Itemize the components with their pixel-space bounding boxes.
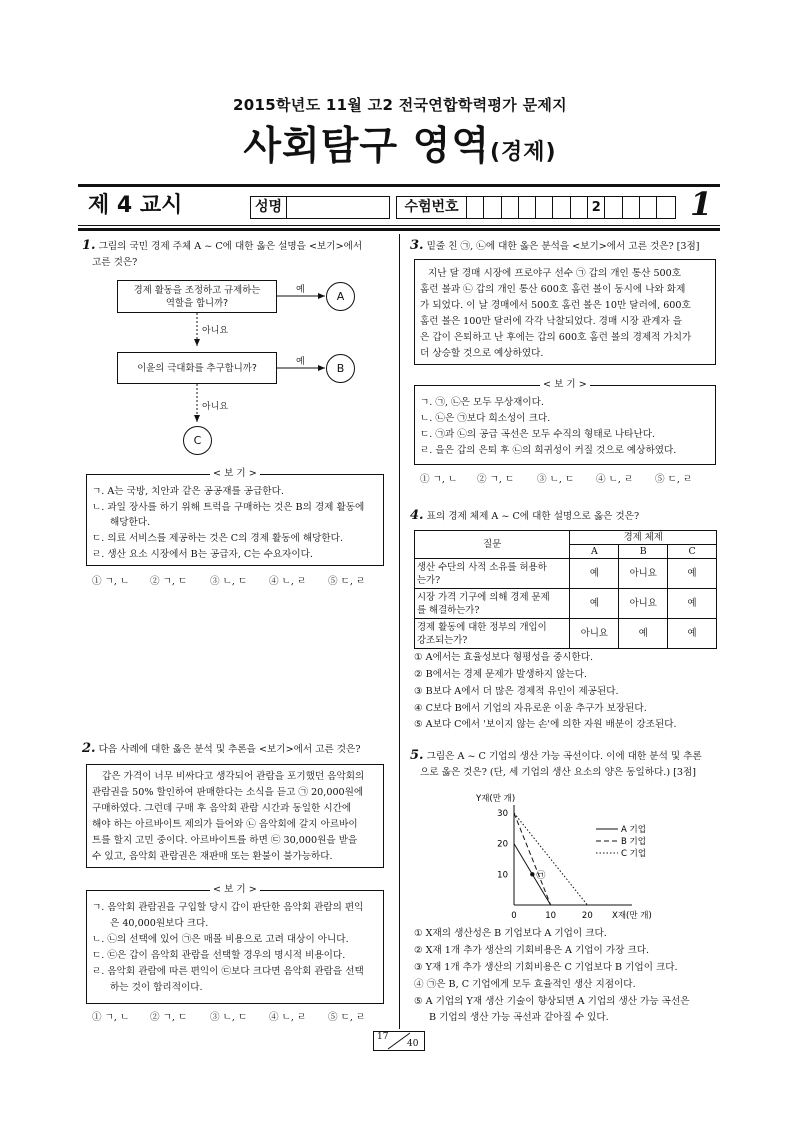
q3-passage-line: 홈런 볼과 ㉡ 갑의 개인 통산 600호 홈런 볼이 동시에 나와 화제 (420, 284, 686, 295)
ppc-chart (460, 782, 700, 924)
q3-passage-line: 더 상승할 것으로 예상하였다. (420, 348, 544, 359)
q1-bogi-item: ㄷ. 의료 서비스를 제공하는 것은 C의 경제 활동에 해당한다. (92, 533, 343, 544)
q5-option-cont: B 기업의 생산 가능 곡선과 같아질 수 있다. (429, 1012, 609, 1023)
flow-yes-label: 예 (296, 285, 305, 295)
q2-bogi-item: ㄴ. ㉡의 선택에 있어 ㉠은 매몰 비용으로 고려 대상이 아니다. (92, 934, 349, 945)
q4-cell: 예 (668, 619, 717, 649)
q3-passage-line: 지난 달 경매 시장에 프로야구 선수 ㉠ 갑의 개인 통산 500호 (428, 268, 682, 279)
q2-bogi-item: 하는 것이 합리적이다. (110, 982, 203, 993)
node-c: C (183, 426, 212, 455)
q4-row-question-line: 를 해결하는가? (417, 604, 480, 616)
q4-cell: 예 (668, 559, 717, 589)
page-total: 40 (407, 1039, 419, 1049)
q4-option[interactable]: ① A에서는 효율성보다 형평성을 중시한다. (414, 652, 594, 663)
q2-bogi-item: ㄱ. 음악회 관람권을 구입할 당시 갑이 판단한 음악회 관람의 편익 (92, 902, 364, 913)
flow-yes-label: 예 (296, 357, 305, 367)
q3-number: 3. (410, 238, 424, 253)
q4-cell: 예 (668, 589, 717, 619)
flow-no-label: 아니요 (202, 402, 229, 412)
q2-option[interactable]: ④ ㄴ, ㄹ (269, 1012, 307, 1023)
q4-row-question-line: 시장 가격 기구에 의해 경제 문제 (417, 591, 550, 603)
q4-cell: 아니요 (619, 559, 668, 589)
q4-row-question (415, 589, 570, 619)
q2-passage-line: 갑은 가격이 너무 비싸다고 생각되어 관람을 포기했던 음악회의 (102, 771, 365, 782)
q1-option[interactable]: ② ㄱ, ㄷ (150, 576, 188, 587)
q3-option[interactable]: ② ㄱ, ㄷ (477, 474, 515, 485)
q2-passage-line: 구매하였다. 그런데 구매 후 음악회 관람 시간과 동일한 시간에 (92, 803, 352, 814)
q2-prompt-line: 다음 사례에 대한 옳은 분석 및 추론을 <보기>에서 고른 것은? (98, 744, 361, 755)
q4-option[interactable]: ④ C보다 B에서 기업의 자유로운 이윤 추구가 보장된다. (414, 703, 647, 714)
q3-bogi-item: ㄷ. ㉠과 ㉡의 공급 곡선은 모두 수직의 형태로 나타난다. (420, 429, 656, 440)
q4-head-group: 경제 체제 (570, 531, 717, 545)
q4-number: 4. (410, 508, 424, 523)
point-label: ㉠ (536, 870, 546, 881)
q4-option[interactable]: ⑤ A보다 C에서 '보이지 않는 손'에 의한 자원 배분이 강조된다. (414, 719, 677, 730)
q4-row-question (415, 619, 570, 649)
q5-option[interactable]: ② X재 1개 추가 생산의 기회비용은 A 기업이 가장 크다. (414, 945, 650, 956)
q1-prompt-line: 고른 것은? (92, 257, 138, 268)
page-number: 1 (690, 185, 713, 223)
legend-label: B 기업 (621, 837, 646, 847)
q5-number: 5. (410, 748, 424, 763)
q3-bogi-item: ㄴ. ㉡은 ㉠보다 희소성이 크다. (420, 413, 551, 424)
ppc-line-c (514, 813, 587, 905)
q4-cell: 아니요 (619, 589, 668, 619)
q5-prompt-line: 그림은 A ~ C 기업의 생산 가능 곡선이다. 이에 대한 분석 및 추론 (426, 751, 702, 762)
q2-prompt (82, 741, 360, 757)
q4-cell: 예 (570, 589, 619, 619)
q5-option[interactable]: ③ Y재 1개 추가 생산의 기회비용은 C 기업보다 B 기업이 크다. (414, 962, 678, 973)
q5-option[interactable]: ④ ㉠은 B, C 기업에게 모두 효율적인 생산 지점이다. (414, 979, 636, 990)
q4-col-c: C (668, 545, 717, 559)
q4-row-question-line: 강조되는가? (417, 634, 468, 646)
q4-head-question: 질문 (415, 531, 570, 559)
q3-bogi-label: < 보 기 > (540, 379, 590, 391)
exam-title-subject: (경제) (490, 140, 557, 165)
q4-row-question-line: 경제 활동에 대한 정부의 개입이 (417, 621, 547, 633)
q3-option[interactable]: ① ㄱ, ㄴ (420, 474, 458, 485)
q1-option[interactable]: ④ ㄴ, ㄹ (269, 576, 307, 587)
node-a: A (326, 282, 355, 311)
page-counter (373, 1031, 425, 1051)
y-tick-label: 10 (497, 870, 508, 881)
exam-subtitle: 2015학년도 11월 고2 전국연합학력평가 문제지 (233, 96, 567, 114)
q4-table (414, 530, 717, 649)
q1-option[interactable]: ① ㄱ, ㄴ (92, 576, 130, 587)
q4-prompt (410, 508, 639, 524)
flow-question-2: 이윤의 극대화를 추구합니까? (117, 352, 277, 384)
q5-option[interactable]: ① X재의 생산성은 B 기업보다 A 기업이 크다. (414, 928, 607, 939)
x-tick-label: 10 (545, 911, 557, 921)
q1-bogi-item: 해당한다. (110, 517, 151, 528)
q2-passage-line: 수 있고, 음악회 관람권은 재판매 또는 환불이 불가능하다. (92, 851, 333, 862)
q1-option[interactable]: ⑤ ㄷ, ㄹ (328, 576, 366, 587)
q2-bogi-item: ㄹ. 음악회 관람에 따른 편익이 ㉢보다 크다면 음악회 관람을 선택 (92, 966, 364, 977)
q5-prompt (410, 748, 702, 764)
q4-row-question-line: 생산 수단의 사적 소유를 허용하 (417, 561, 547, 573)
q3-passage-line: 은 갑이 은퇴하고 난 후에는 갑의 600호 홈런 볼의 경제적 가치가 (420, 332, 692, 343)
point-marker (530, 872, 534, 876)
q4-prompt-line: 표의 경제 체제 A ~ C에 대한 설명으로 옳은 것은? (426, 511, 640, 522)
page-current: 17 (377, 1032, 389, 1042)
q4-option[interactable]: ③ B보다 A에서 더 많은 경제적 유인이 제공된다. (414, 686, 619, 697)
period-label: 제 4 교시 (88, 193, 183, 218)
y-axis-label: Y재(만 개) (476, 794, 516, 804)
name-label: 성명 (251, 197, 287, 218)
q1-bogi-item: ㄴ. 과일 장사를 하기 위해 트럭을 구매하는 것은 B의 경제 활동에 (92, 502, 365, 513)
legend-label: C 기업 (621, 849, 647, 859)
x-tick-label: 20 (581, 911, 593, 921)
table-row (415, 559, 717, 589)
q1-prompt-line: 그림의 국민 경제 주체 A ~ C에 대한 옳은 설명을 <보기>에서 (98, 241, 363, 252)
q4-cell: 예 (619, 619, 668, 649)
q3-option[interactable]: ③ ㄴ, ㄷ (537, 474, 575, 485)
q2-option[interactable]: ⑤ ㄷ, ㄹ (328, 1012, 366, 1023)
q3-bogi-item: ㄱ. ㉠, ㉡은 모두 무상재이다. (420, 397, 544, 408)
flow-question-1-line: 역할을 합니까? (165, 297, 229, 309)
q2-bogi-item: ㄷ. ㉢은 갑이 음악회 관람을 선택할 경우의 명시적 비용이다. (92, 950, 346, 961)
ppc-line-b (514, 813, 551, 905)
q2-passage-line: 해야 하는 아르바이트 제의가 들어와 ㉡ 음악회에 갈지 아르바이 (92, 819, 358, 830)
legend-label: A 기업 (621, 825, 646, 835)
q2-passage-line: 관람권을 50% 할인하여 판매한다는 소식을 듣고 ㉠ 20,000원에 (92, 787, 364, 798)
exam-title-main: 사회탐구 영역 (243, 124, 490, 169)
q2-option[interactable]: ③ ㄴ, ㄷ (210, 1012, 248, 1023)
q5-option[interactable]: ⑤ A 기업의 Y재 생산 기술이 향상되면 A 기업의 생산 가능 곡선은 (414, 996, 690, 1007)
q5-prompt-line: 으로 옳은 것은? (단, 세 기업의 생산 요소의 양은 동일하다.) [3점] (420, 767, 696, 778)
q2-bogi-item: 은 40,000원보다 크다. (110, 918, 209, 929)
exam-number-label: 수험번호 (397, 197, 467, 218)
q4-cell: 예 (570, 559, 619, 589)
q4-row-question (415, 559, 570, 589)
table-row (415, 589, 717, 619)
q1-option[interactable]: ③ ㄴ, ㄷ (210, 576, 248, 587)
q1-bogi-item: ㄹ. 생산 요소 시장에서 B는 공급자, C는 수요자이다. (92, 549, 313, 560)
y-tick-label: 20 (497, 839, 508, 850)
q4-option[interactable]: ② B에서는 경제 문제가 발생하지 않는다. (414, 669, 587, 680)
y-tick-label: 30 (497, 809, 508, 819)
q3-prompt-line: 밑줄 친 ㉠, ㉡에 대한 옳은 분석을 <보기>에서 고른 것은? [3점] (426, 241, 700, 252)
q3-bogi-item: ㄹ. 을은 갑의 은퇴 후 ㉡의 희귀성이 커질 것으로 예상하였다. (420, 445, 677, 456)
q4-col-b: B (619, 545, 668, 559)
flow-no-label: 아니요 (202, 326, 229, 336)
q4-row-question-line: 는가? (417, 574, 441, 586)
q2-option[interactable]: ② ㄱ, ㄷ (150, 1012, 188, 1023)
q1-number: 1. (82, 238, 96, 253)
q2-bogi-label: < 보 기 > (210, 884, 260, 896)
exam-number-digit: 2 (588, 197, 605, 218)
q3-passage-line: 가 되었다. 이 날 경매에서 500호 홈런 볼은 10만 달러에, 600호 (420, 300, 691, 311)
q1-bogi-label: < 보 기 > (210, 468, 260, 480)
flow-question-1-line: 경제 활동을 조정하고 규제하는 (133, 284, 261, 296)
table-row (415, 619, 717, 649)
q2-option[interactable]: ① ㄱ, ㄴ (92, 1012, 130, 1023)
q4-col-a: A (570, 545, 619, 559)
q3-option[interactable]: ⑤ ㄷ, ㄹ (655, 474, 693, 485)
q3-passage-line: 홈런 볼은 100만 달러에 각각 낙찰되었다. 경매 시장 관계자 을 (420, 316, 682, 327)
q2-number: 2. (82, 741, 96, 756)
x-tick-label: 0 (511, 911, 517, 921)
q3-prompt (410, 238, 700, 254)
q4-cell: 아니요 (570, 619, 619, 649)
q2-passage-line: 트를 할지 고민 중이다. 아르바이트를 하면 ㉢ 30,000원을 받을 (92, 835, 358, 846)
x-axis-label: X재(만 개) (612, 911, 652, 921)
q3-option[interactable]: ④ ㄴ, ㄹ (596, 474, 634, 485)
node-b: B (326, 354, 355, 383)
q1-bogi-item: ㄱ. A는 국방, 치안과 같은 공공재를 공급한다. (92, 486, 284, 497)
